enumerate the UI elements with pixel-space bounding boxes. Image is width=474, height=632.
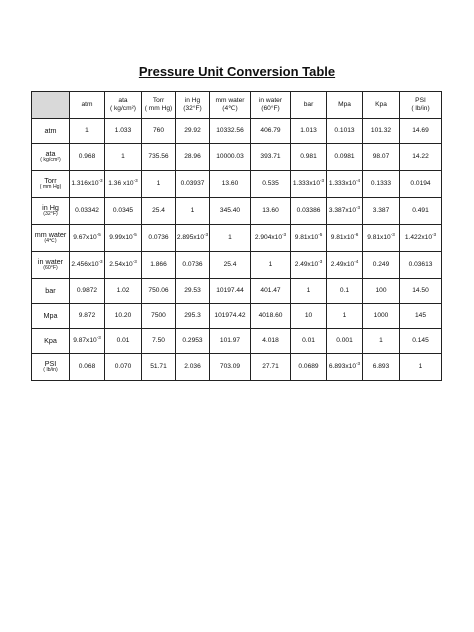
table-row bbox=[32, 225, 442, 252]
table-cell: 0.0981 bbox=[327, 144, 363, 171]
table-cell: 51.71 bbox=[142, 354, 176, 381]
table-cell: $1.333x10^{-4}$ bbox=[327, 171, 363, 198]
table-cell: 3.387 bbox=[363, 198, 400, 225]
table-cell: 2.036 bbox=[176, 354, 210, 381]
table-cell: $2.49x10^{-3}$ bbox=[291, 252, 327, 279]
table-cell: 0.03937 bbox=[176, 171, 210, 198]
table-cell: $9.67x10^{-5}$ bbox=[70, 225, 105, 252]
column-header bbox=[327, 92, 363, 119]
table-cell: 0.1013 bbox=[327, 119, 363, 144]
column-header-unit: ( mm Hg) bbox=[144, 105, 173, 112]
table-cell: $2.456x10^{-3}$ bbox=[70, 252, 105, 279]
column-header-unit: (60°F) bbox=[261, 105, 280, 112]
row-header-label: bar bbox=[45, 285, 56, 295]
table-cell: 10.20 bbox=[105, 304, 142, 329]
table-cell: 0.2953 bbox=[176, 329, 210, 354]
table-cell: 9.872 bbox=[70, 304, 105, 329]
table-cell: 0.001 bbox=[327, 329, 363, 354]
table-body bbox=[32, 92, 442, 381]
table-cell: 13.60 bbox=[210, 171, 251, 198]
table-cell: 1 bbox=[327, 304, 363, 329]
table-cell: 10197.44 bbox=[210, 279, 251, 304]
table-cell: 1.866 bbox=[142, 252, 176, 279]
table-row bbox=[32, 329, 442, 354]
row-header bbox=[32, 354, 70, 381]
row-header bbox=[32, 252, 70, 279]
column-header-label: in water bbox=[258, 97, 283, 105]
table-cell: 0.491 bbox=[400, 198, 442, 225]
table-cell: 0.0736 bbox=[142, 225, 176, 252]
table-cell: 1 bbox=[363, 329, 400, 354]
table-cell: $2.904x10^{-3}$ bbox=[251, 225, 291, 252]
table-cell: 7.50 bbox=[142, 329, 176, 354]
table-cell: 0.0736 bbox=[176, 252, 210, 279]
table-cell: 29.92 bbox=[176, 119, 210, 144]
row-header-label: in water bbox=[37, 256, 64, 266]
column-header-label: in Hg bbox=[184, 97, 201, 105]
row-header bbox=[32, 144, 70, 171]
column-header-unit: (4℃) bbox=[222, 105, 238, 112]
table-cell: 10332.56 bbox=[210, 119, 251, 144]
column-header-label: bar bbox=[303, 101, 314, 109]
table-cell: 1 bbox=[400, 354, 442, 381]
table-cell: 0.981 bbox=[291, 144, 327, 171]
table-cell: 750.06 bbox=[142, 279, 176, 304]
table-cell: $9.99x10^{-5}$ bbox=[105, 225, 142, 252]
table-cell: $1.316x10^{-3}$ bbox=[70, 171, 105, 198]
table-cell: 25.4 bbox=[210, 252, 251, 279]
row-header-label: atm bbox=[44, 125, 57, 135]
table-cell: 0.068 bbox=[70, 354, 105, 381]
table-cell: 0.249 bbox=[363, 252, 400, 279]
row-header-label: Kpa bbox=[44, 335, 57, 345]
table-cell: $3.387x10^{-3}$ bbox=[327, 198, 363, 225]
column-header-label: PSI bbox=[415, 97, 426, 105]
row-header-label: PSI bbox=[44, 358, 57, 368]
row-header-unit: (60°F) bbox=[43, 265, 58, 272]
table-cell: 1.013 bbox=[291, 119, 327, 144]
table-cell: 1 bbox=[70, 119, 105, 144]
table-cell: 295.3 bbox=[176, 304, 210, 329]
column-header-label: Kpa bbox=[375, 101, 387, 109]
table-cell: 1 bbox=[251, 252, 291, 279]
table-cell: 1.02 bbox=[105, 279, 142, 304]
table-cell: 0.070 bbox=[105, 354, 142, 381]
column-header bbox=[142, 92, 176, 119]
table-row bbox=[32, 279, 442, 304]
table-cell: 10 bbox=[291, 304, 327, 329]
table-row bbox=[32, 119, 442, 144]
table-cell: 7500 bbox=[142, 304, 176, 329]
row-header-label: ata bbox=[45, 148, 56, 158]
column-header bbox=[105, 92, 142, 119]
column-header bbox=[176, 92, 210, 119]
table-cell: 28.96 bbox=[176, 144, 210, 171]
column-header-unit: (32°F) bbox=[183, 105, 202, 112]
row-header bbox=[32, 119, 70, 144]
table-cell: 703.09 bbox=[210, 354, 251, 381]
table-cell: 101.97 bbox=[210, 329, 251, 354]
row-header-label: mm water bbox=[34, 229, 67, 239]
table-row bbox=[32, 171, 442, 198]
conversion-table bbox=[31, 91, 442, 381]
table-cell: $2.54x10^{-3}$ bbox=[105, 252, 142, 279]
table-cell: 0.0689 bbox=[291, 354, 327, 381]
row-header bbox=[32, 198, 70, 225]
column-header bbox=[251, 92, 291, 119]
table-cell: 345.40 bbox=[210, 198, 251, 225]
corner-cell bbox=[32, 92, 70, 119]
column-header-label: ata bbox=[118, 97, 128, 105]
table-cell: $1.333x10^{-3}$ bbox=[291, 171, 327, 198]
row-header bbox=[32, 304, 70, 329]
table-cell: 0.0194 bbox=[400, 171, 442, 198]
table-cell: 1.36 $x10^{-3}$ bbox=[105, 171, 142, 198]
column-header-unit: ( lb/in) bbox=[411, 105, 430, 112]
table-row bbox=[32, 144, 442, 171]
table-row bbox=[32, 354, 442, 381]
table-cell: 0.1333 bbox=[363, 171, 400, 198]
header-row bbox=[32, 92, 442, 119]
table-cell: 10000.03 bbox=[210, 144, 251, 171]
table-cell: 1000 bbox=[363, 304, 400, 329]
table-cell: $9.81x10^{-3}$ bbox=[363, 225, 400, 252]
table-cell: 6.893 bbox=[363, 354, 400, 381]
table-cell: 14.69 bbox=[400, 119, 442, 144]
table-cell: 0.01 bbox=[291, 329, 327, 354]
column-header-label: mm water bbox=[215, 97, 245, 105]
table-cell: 145 bbox=[400, 304, 442, 329]
table-cell: 0.0345 bbox=[105, 198, 142, 225]
column-header bbox=[210, 92, 251, 119]
table-cell: 101974.42 bbox=[210, 304, 251, 329]
table-cell: 1.033 bbox=[105, 119, 142, 144]
row-header-unit: ( kg/cm²) bbox=[40, 157, 61, 164]
table-cell: 1 bbox=[176, 198, 210, 225]
row-header-label: in Hg bbox=[42, 202, 59, 212]
table-row bbox=[32, 304, 442, 329]
column-header-label: Torr bbox=[152, 97, 165, 105]
table-cell: 0.03386 bbox=[291, 198, 327, 225]
table-row bbox=[32, 198, 442, 225]
table-cell: 1 bbox=[142, 171, 176, 198]
table-cell: 1 bbox=[105, 144, 142, 171]
table-cell: $1.422x10^{-3}$ bbox=[400, 225, 442, 252]
column-header bbox=[291, 92, 327, 119]
table-row bbox=[32, 252, 442, 279]
row-header-unit: ( mm Hg) bbox=[39, 184, 62, 191]
table-cell: 14.22 bbox=[400, 144, 442, 171]
table-cell: 760 bbox=[142, 119, 176, 144]
table-cell: 101.32 bbox=[363, 119, 400, 144]
table-cell: $9.81x10^{-6}$ bbox=[327, 225, 363, 252]
table-cell: 406.79 bbox=[251, 119, 291, 144]
row-header-label: Torr bbox=[44, 175, 57, 185]
table-cell: 14.50 bbox=[400, 279, 442, 304]
table-cell: 0.535 bbox=[251, 171, 291, 198]
table-cell: $9.87x10^{-3}$ bbox=[70, 329, 105, 354]
table-cell: 735.56 bbox=[142, 144, 176, 171]
table-cell: 13.60 bbox=[251, 198, 291, 225]
table-cell: 0.968 bbox=[70, 144, 105, 171]
table-cell: 401.47 bbox=[251, 279, 291, 304]
table-cell: 0.01 bbox=[105, 329, 142, 354]
table-cell: 0.03613 bbox=[400, 252, 442, 279]
row-header bbox=[32, 225, 70, 252]
row-header-unit: ( lb/in) bbox=[43, 367, 58, 374]
table-cell: $9.81x10^{-5}$ bbox=[291, 225, 327, 252]
row-header-unit: (32°F) bbox=[43, 211, 58, 218]
table-cell: 0.145 bbox=[400, 329, 442, 354]
page-title: Pressure Unit Conversion Table bbox=[138, 64, 336, 79]
table-cell: 4.018 bbox=[251, 329, 291, 354]
table-cell: 0.1 bbox=[327, 279, 363, 304]
table-cell: 98.07 bbox=[363, 144, 400, 171]
table-cell: 100 bbox=[363, 279, 400, 304]
table-cell: 0.03342 bbox=[70, 198, 105, 225]
table-cell: 1 bbox=[210, 225, 251, 252]
table-cell: 0.9872 bbox=[70, 279, 105, 304]
column-header bbox=[363, 92, 400, 119]
table-cell: 25.4 bbox=[142, 198, 176, 225]
row-header bbox=[32, 329, 70, 354]
table-cell: 1 bbox=[291, 279, 327, 304]
table-cell: $2.895x10^{-3}$ bbox=[176, 225, 210, 252]
column-header-label: Mpa bbox=[338, 101, 351, 109]
column-header-label: atm bbox=[81, 101, 93, 109]
column-header bbox=[70, 92, 105, 119]
table-cell: 29.53 bbox=[176, 279, 210, 304]
column-header bbox=[400, 92, 442, 119]
table-cell: 27.71 bbox=[251, 354, 291, 381]
row-header bbox=[32, 279, 70, 304]
row-header bbox=[32, 171, 70, 198]
table-cell: $6.893x10^{-3}$ bbox=[327, 354, 363, 381]
table-cell: 4018.60 bbox=[251, 304, 291, 329]
column-header-unit: ( kg/cm²) bbox=[109, 105, 136, 112]
table-cell: 393.71 bbox=[251, 144, 291, 171]
row-header-label: Mpa bbox=[43, 310, 58, 320]
table-cell: $2.49x10^{-4}$ bbox=[327, 252, 363, 279]
row-header-unit: (4℃) bbox=[44, 238, 57, 245]
